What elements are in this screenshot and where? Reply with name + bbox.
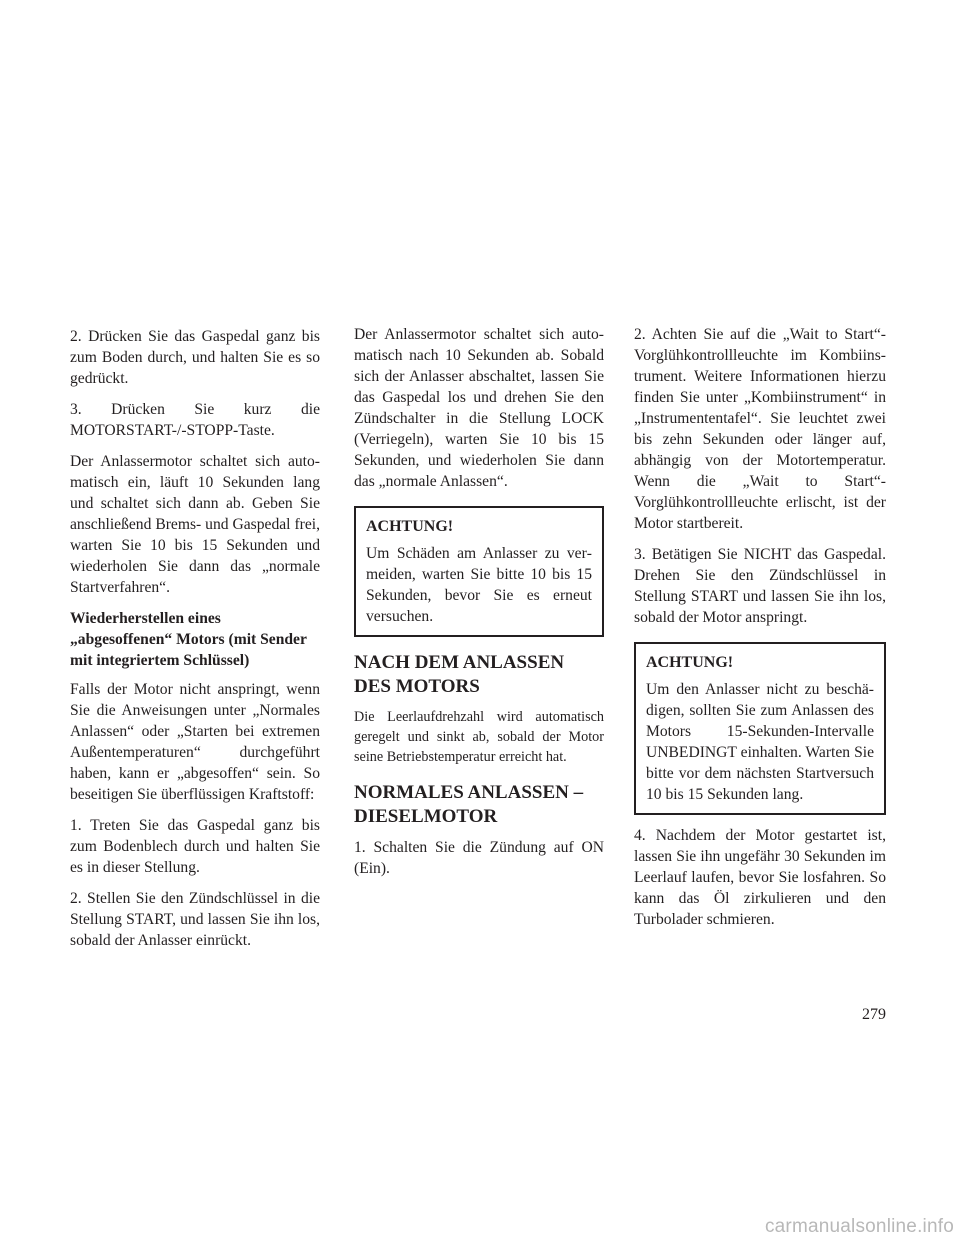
paragraph: 2. Achten Sie auf die „Wait to Start“-Vorglühkontrollleuchte im Kombiinstrument. Weitere Informationen hierzu finden Sie unter „Kombiinstrument“ in „Instrumententafel“. Sie leuchtet zwei bis zehn Sekunden oder länger auf, abhängig von der Motortemperatur. Wenn die „Wait to Start“-Vorglühkontrollleuchte erlischt, ist der Motor startbereit. [634,326,886,532]
paragraph: 3. Drücken Sie kurz die MOTORSTART-/-STOPP-Taste. [70,401,320,439]
caution-title: ACHTUNG! [366,518,454,535]
paragraph: 3. Betätigen Sie NICHT das Gaspedal. Drehen Sie den Zündschlüssel in Stellung START und lassen Sie ihn los, sobald der Motor anspringt. [634,546,886,626]
paragraph: 2. Drücken Sie das Gaspedal ganz bis zum Boden durch, und halten Sie es so gedrückt. [70,328,320,387]
column-2 [354,324,604,889]
paragraph: Die Leerlaufdrehzahl wird automatisch geregelt und sinkt ab, sobald der Motor seine Betriebstemperatur erreicht hat. [354,709,604,765]
paragraph: 4. Nachdem der Motor gestartet ist, lassen Sie ihn ungefähr 30 Sekunden im Leerlauf laufen, bevor Sie losfahren. So kann das Öl zirkulieren und den Turbolader schmieren. [634,827,886,928]
page-number: 279 [862,1006,886,1023]
paragraph: Der Anlassermotor schaltet sich automatisch nach 10 Sekunden ab. Sobald sich der Anlasser abschaltet, lassen Sie das Gaspedal los und drehen Sie den Zündschalter in die Stellung LOCK (Verriegeln), warten Sie 10 bis 15 Sekunden, und wiederholen Sie dann das „normale Anlassen“. [354,326,604,490]
caution-text: Um Schäden am Anlasser zu vermeiden, warten Sie bitte 10 bis 15 Sekunden, bevor Sie es erneut versuchen. [366,545,592,625]
caution-title: ACHTUNG! [646,654,734,671]
paragraph: 1. Schalten Sie die Zündung auf ON (Ein). [354,839,604,877]
watermark: carmanualsonline.info [764,1216,954,1237]
column-1 [70,326,320,961]
section-heading: NACH DEM ANLASSEN DES MOTORS [354,652,565,697]
caution-box [354,506,604,637]
subheading: Wiederherstellen eines „abgesoffenen“ Motors (mit Sender mit integriertem Schlüssel) [70,610,307,669]
caution-box [634,642,886,815]
paragraph: 1. Treten Sie das Gaspedal ganz bis zum Bodenblech durch und halten Sie es in dieser Stellung. [70,817,320,876]
paragraph: Der Anlassermotor schaltet sich automatisch ein, läuft 10 Sekunden lang und schaltet sich dann ab. Geben Sie anschließend Brems- und Gaspedal frei, warten Sie 10 bis 15 Sekunden und wiederholen Sie dann das „normale Startverfahren“. [70,453,320,596]
section-heading: NORMALES ANLASSEN – DIESELMOTOR [354,782,584,827]
caution-text: Um den Anlasser nicht zu beschädigen, sollten Sie zum Anlassen des Motors 15-Sekunden-Intervalle UNBEDINGT einhalten. Warten Sie bitte vor dem nächsten Startversuch 10 bis 15 Sekunden lang. [646,681,874,803]
paragraph: Falls der Motor nicht anspringt, wenn Sie die Anweisungen unter „Normales Anlassen“ oder „Starten bei extremen Außentemperaturen“ durchgeführt haben, kann er „abgesoffen“ sein. So beseitigen Sie überflüssigen Kraftstoff: [70,681,320,803]
paragraph: 2. Stellen Sie den Zündschlüssel in die Stellung START, und lassen Sie ihn los, sobald der Anlasser einrückt. [70,890,320,949]
column-3 [634,324,886,940]
